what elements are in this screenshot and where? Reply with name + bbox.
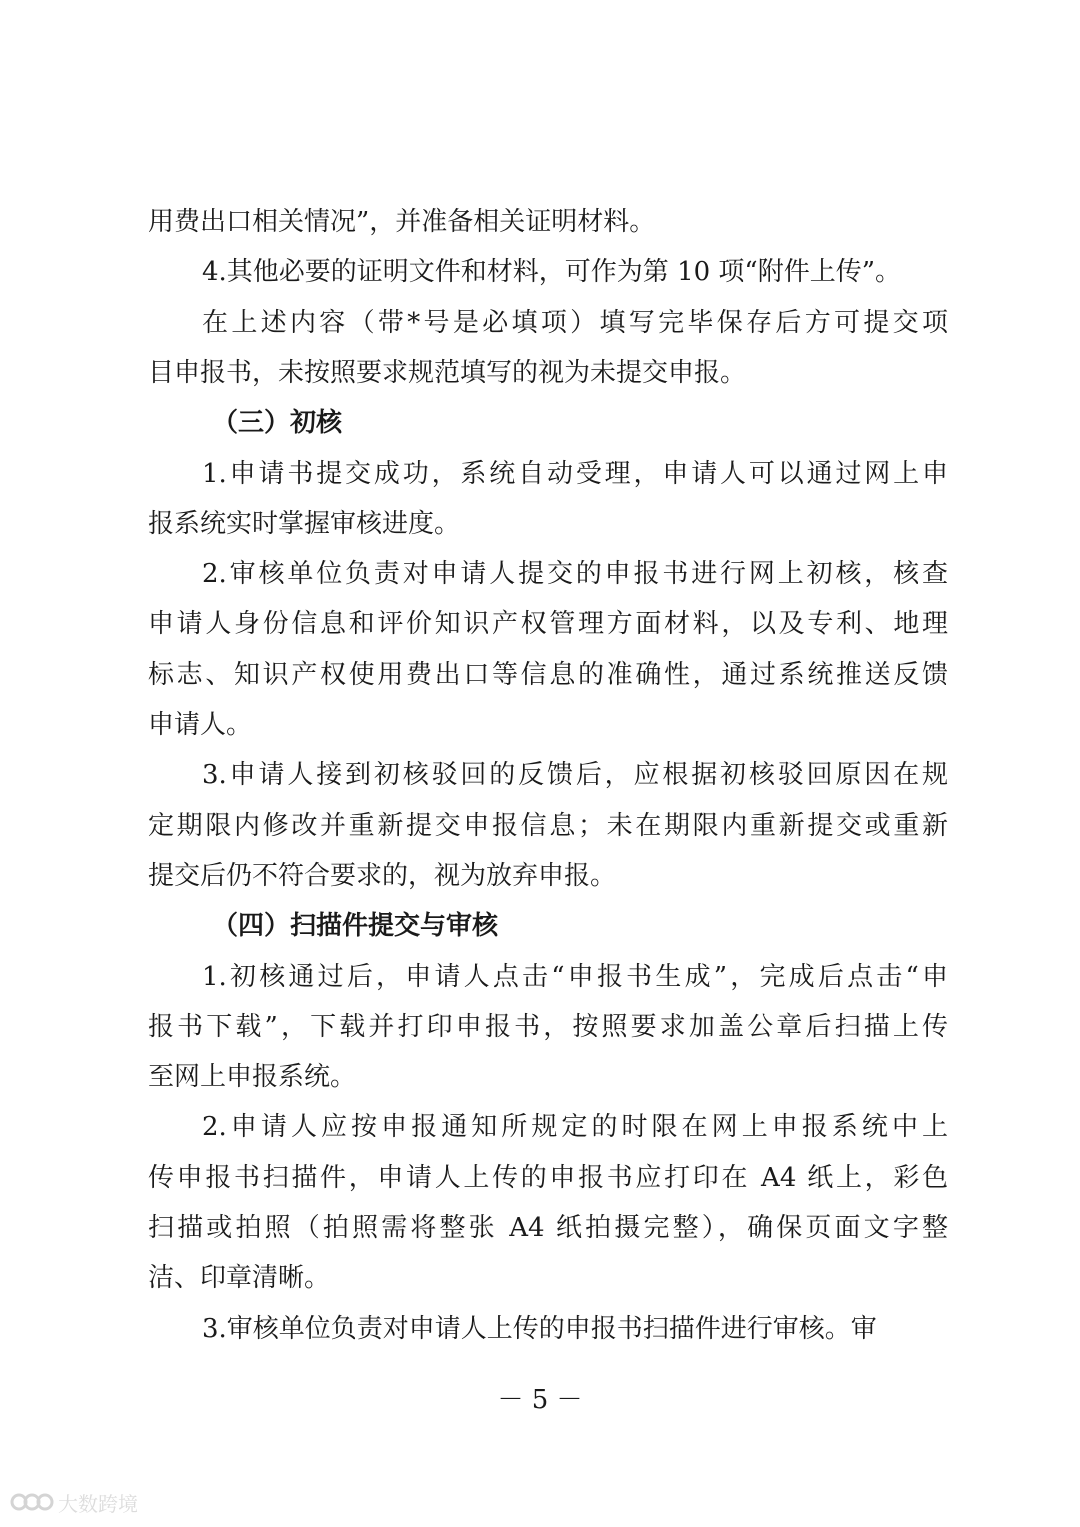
paragraph-line: 在上述内容（带*号是必填项）填写完毕保存后方可提交项 bbox=[202, 307, 948, 338]
paragraph-line: 洁、印章清晰。 bbox=[148, 1263, 331, 1294]
paragraph-line: 标志、知识产权使用费出口等信息的准确性，通过系统推送反馈 bbox=[148, 659, 948, 690]
paragraph-line: 传申报书扫描件，申请人上传的申报书应打印在 A4 纸上，彩色 bbox=[148, 1162, 948, 1193]
paragraph-line: 1.申请书提交成功，系统自动受理，申请人可以通过网上申 bbox=[202, 458, 948, 489]
paragraph-line: 定期限内修改并重新提交申报信息；未在期限内重新提交或重新 bbox=[148, 810, 948, 841]
page-number: － 5 － bbox=[497, 1385, 583, 1415]
paragraph-line: 3.审核单位负责对申请人上传的申报书扫描件进行审核。审 bbox=[202, 1313, 877, 1344]
paragraph-line: 1.初核通过后，申请人点击“申报书生成”，完成后点击“申 bbox=[202, 961, 948, 992]
section-heading: （三）初核 bbox=[212, 408, 343, 439]
paragraph-line: 2.申请人应按申报通知所规定的时限在网上申报系统中上 bbox=[202, 1112, 948, 1143]
paragraph-line: 提交后仍不符合要求的，视为放弃申报。 bbox=[148, 860, 617, 891]
watermark-text: 大数跨境 bbox=[58, 1491, 138, 1516]
watermark bbox=[10, 1486, 138, 1518]
paragraph-line: 报书下载”，下载并打印申报书，按照要求加盖公章后扫描上传 bbox=[148, 1011, 948, 1042]
paragraph-line: 申请人身份信息和评价知识产权管理方面材料，以及专利、地理 bbox=[148, 609, 948, 640]
paragraph-line: 3.申请人接到初核驳回的反馈后，应根据初核驳回原因在规 bbox=[202, 760, 948, 791]
paragraph-line: 报系统实时掌握审核进度。 bbox=[148, 508, 461, 539]
section-heading: （四）扫描件提交与审核 bbox=[212, 911, 499, 942]
logo-icon bbox=[10, 1489, 54, 1515]
paragraph-line: 4.其他必要的证明文件和材料，可作为第 10 项“附件上传”。 bbox=[202, 257, 902, 288]
paragraph-line: 申请人。 bbox=[148, 710, 253, 740]
paragraph-line: 目申报书，未按照要求规范填写的视为未提交申报。 bbox=[148, 357, 747, 388]
paragraph-line: 用费出口相关情况”，并准备相关证明材料。 bbox=[148, 207, 656, 237]
paragraph-line: 至网上申报系统。 bbox=[148, 1062, 357, 1093]
paragraph-line: 扫描或拍照（拍照需将整张 A4 纸拍摄完整），确保页面文字整 bbox=[148, 1213, 948, 1243]
paragraph-line: 2.审核单位负责对申请人提交的申报书进行网上初核，核查 bbox=[202, 559, 948, 590]
